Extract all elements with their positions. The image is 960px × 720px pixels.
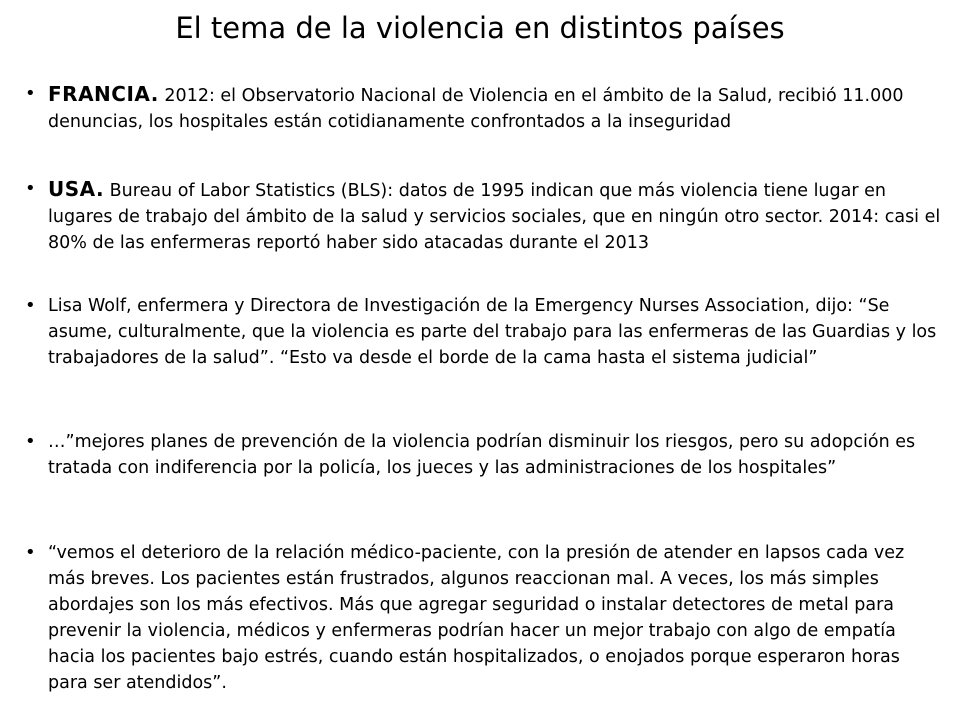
bullet-body: Lisa Wolf, enfermera y Directora de Investigación de la Emergency Nurses Association, dijo: “Se asume, culturalmente, que la violencia es parte del trabajo para las enfermeras de las Guardias y los trabajadores de la salud”. “Esto va desde el borde de la cama hasta el sistema judicial” <box>48 296 937 368</box>
bullet-dot-icon: • <box>25 83 36 104</box>
bullet-lead: USA. <box>48 177 105 201</box>
bullet-body: …”mejores planes de prevención de la violencia podrían disminuir los riesgos, pero su adopción es tratada con indiferencia por la policía, los jueces y las administraciones de los hospitales” <box>48 432 916 478</box>
bullet-body: “vemos el deterioro de la relación médico-paciente, con la presión de atender en lapsos cada vez más breves. Los pacientes están frustrados, algunos reaccionan mal. A veces, los más simples abordajes son los más efectivos. Más que agregar seguridad o instalar detectores de metal para prevenir la violencia, médicos y enfermeras podrían hacer un mejor trabajo con algo de empatía hacia los pacientes bajo estrés, cuando están hospitalizados, o enojados porque esperaron horas para ser atendidos”. <box>48 543 905 693</box>
bullet-body: Bureau of Labor Statistics (BLS): datos de 1995 indican que más violencia tiene lugar en lugares de trabajo del ámbito de la salud y servicios sociales, que en ningún otro sector. 2014: casi el 80% de las enfermeras reportó haber sido atacadas durante el 2013 <box>48 181 941 253</box>
bullet-dot-icon: • <box>25 178 36 199</box>
bullet-text <box>48 81 944 135</box>
bullet-body: 2012: el Observatorio Nacional de Violencia en el ámbito de la Salud, recibió 11.000 denuncias, los hospitales están cotidianamente confrontados a la inseguridad <box>48 86 904 132</box>
bullet-lead: FRANCIA. <box>48 82 159 106</box>
bullet-text <box>48 176 944 256</box>
slide-title: El tema de la violencia en distintos países <box>175 11 785 45</box>
bullet-dot-icon: • <box>25 542 36 563</box>
bullet-dot-icon: • <box>25 431 36 452</box>
bullet-dot-icon: • <box>25 295 36 316</box>
